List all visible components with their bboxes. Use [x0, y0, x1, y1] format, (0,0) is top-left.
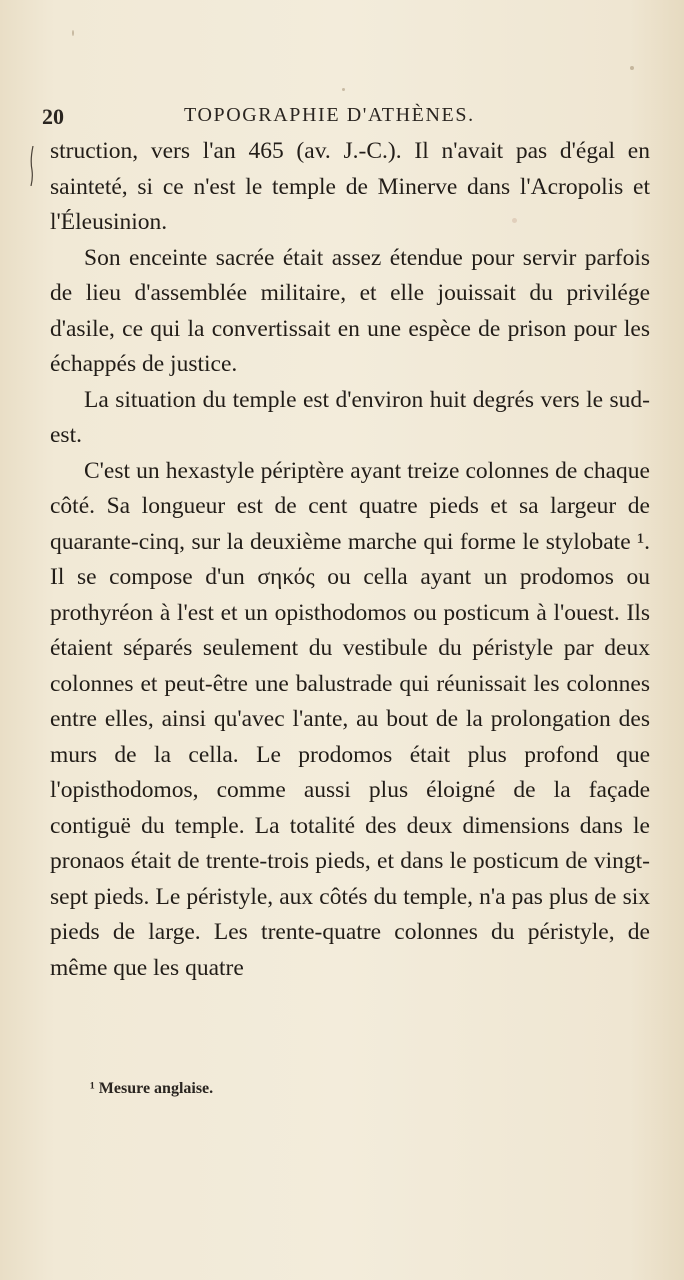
running-title: TOPOGRAPHIE D'ATHÈNES. — [184, 104, 475, 126]
paragraph: struction, vers l'an 465 (av. J.-C.). Il n'avait pas d'égal en sainteté, si ce n'est le temple de Minerve dans l'Acropolis et l'Éleusinion. — [50, 138, 650, 235]
paragraph: La situation du temple est d'environ huit degrés vers le sud-est. — [50, 386, 650, 448]
footnote: ¹ Mesure anglaise. — [90, 1080, 214, 1097]
running-header — [0, 96, 684, 136]
paper-speck — [630, 66, 634, 70]
paragraph: C'est un hexastyle périptère ayant treize colonnes de chaque côté. Sa longueur est de cent quatre pieds et sa largeur de quarante-cinq, sur la deuxième marche qui forme le stylobate ¹. Il se compose d'un σηκός ou cella ayant un prodomos ou prothyréon à l'est et un opisthodomos ou posticum à l'ouest. Ils étaient séparés seulement du vestibule du péristyle par deux colonnes et peut-être une balustrade qui réunissait les colonnes entre elles, ainsi qu'avec l'ante, au bout de la prolongation des murs de la cella. Le prodomos était plus profond que l'opisthodomos, comme aussi plus éloigné de la façade contiguë du temple. La totalité des deux dimensions dans le pronaos était de trente-trois pieds, et dans le posticum de vingt-sept pieds. Le péristyle, aux côtés du temple, n'a pas plus de six pieds de large. Les trente-quatre colonnes du péristyle, de même que les quatre — [50, 457, 650, 981]
paragraph: Son enceinte sacrée était assez étendue pour servir parfois de lieu d'assemblée militaire, et elle jouissait du privilége d'asile, ce qui la convertissait en une espèce de prison pour les échappés de justice. — [50, 244, 650, 377]
body-text — [50, 134, 650, 986]
paper-speck — [342, 88, 345, 91]
page-number: 20 — [42, 104, 64, 129]
paper-speck — [72, 30, 74, 36]
pencil-margin-mark — [30, 146, 34, 186]
